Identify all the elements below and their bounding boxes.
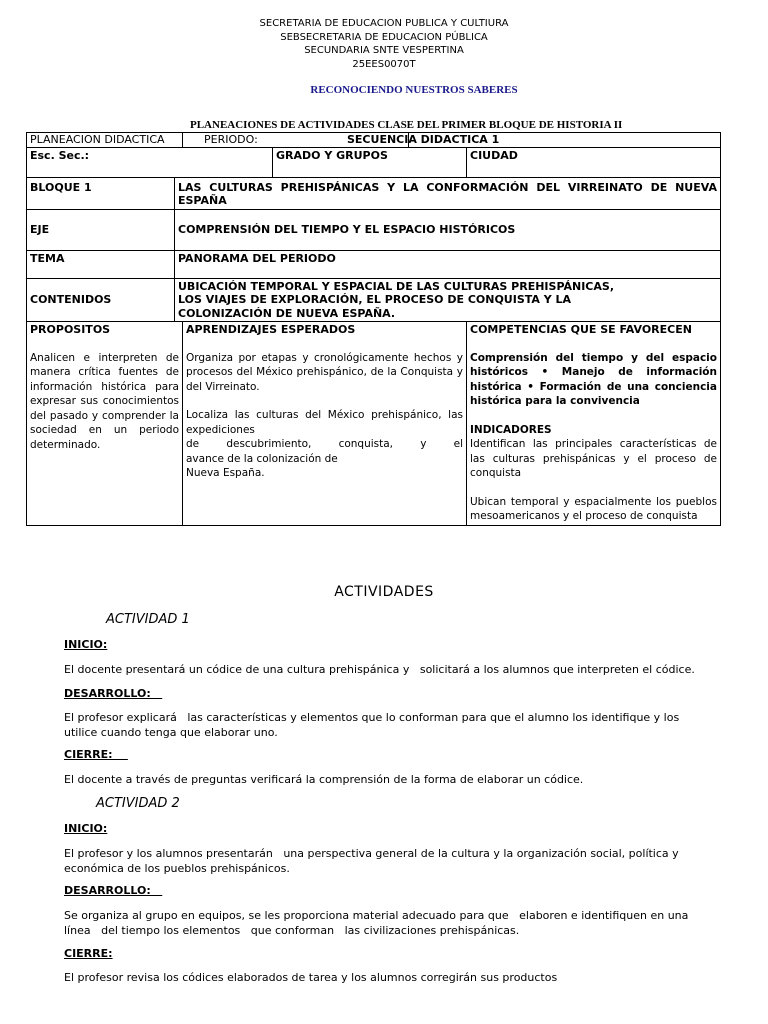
- grado-grupos-cell: GRADO Y GRUPOS: [273, 147, 467, 177]
- esc-sec-cell: Esc. Sec.:: [27, 147, 273, 177]
- aprendizajes-paragraph-2d: Nueva España.: [186, 467, 265, 479]
- aprendizajes-paragraph-2a: Localiza las culturas del México prehispánico, las expediciones: [186, 409, 463, 436]
- aprendizajes-cell: [183, 322, 467, 526]
- indicador-2: Ubican temporal y espacialmente los pueblos mesoamericanos y el proceso de conquista: [470, 495, 717, 522]
- table-row: [27, 250, 721, 278]
- actividad-2-cierre-text: El profesor revisa los códices elaborados de tarea y los alumnos corregirán sus productos: [64, 971, 558, 984]
- contenidos-line-2: LOS VIAJES DE EXPLORACIÓN, EL PROCESO DE CONQUISTA Y LA: [178, 293, 572, 306]
- competencias-text: Comprensión del tiempo y del espacio históricos • Manejo de información histórica • Formación de una conciencia histórica para la convivencia: [470, 351, 717, 407]
- eje-label: EJE: [27, 209, 175, 250]
- indicadores-label: INDICADORES: [470, 423, 552, 436]
- ciudad-cell: CIUDAD: [467, 147, 721, 177]
- table-row: [27, 322, 721, 526]
- contenidos-label: CONTENIDOS: [27, 278, 175, 322]
- header-line-3: SECUNDARIA SNTE VESPERTINA: [304, 45, 464, 56]
- actividad-1-desarrollo-text: El profesor explicará las características y elementos que lo conforman para que el alumno los identifique y los utilice cuando tenga que elaborar uno.: [64, 711, 680, 739]
- secuencia-cell: [347, 133, 721, 148]
- bloque-label: BLOQUE 1: [27, 177, 175, 209]
- aprendizajes-label: APRENDIZAJES ESPERADOS: [186, 323, 356, 336]
- periodo-label: PERIODO:: [204, 133, 258, 146]
- actividad-1-inicio-label: INICIO:: [64, 638, 108, 651]
- table-row: [27, 278, 721, 322]
- secuencia-label: SECUENCIA DIDACTICA 1: [347, 133, 500, 146]
- competencias-label: COMPETENCIAS QUE SE FAVORECEN: [470, 323, 692, 336]
- aprendizajes-paragraph-1: Organiza por etapas y cronológicamente hechos y procesos del México prehispánico, de la Conquista y del Virreinato.: [186, 351, 463, 393]
- actividad-2-inicio-label: INICIO:: [64, 822, 108, 835]
- table-row: [27, 209, 721, 250]
- header-line-2: SEBSECRETARIA DE EDUCACION PÚBLICA: [280, 32, 488, 43]
- actividad-2-inicio-text: El profesor y los alumnos presentarán una perspectiva general de la cultura y la organización social, política y económica de los pueblos prehispánicos.: [64, 847, 679, 875]
- actividad-2-desarrollo-text: Se organiza al grupo en equipos, se les proporciona material adecuado para que elaboren e identifiquen en una línea del tiempo los elementos que conforman las civilizaciones prehispánicas.: [64, 909, 689, 937]
- actividad-1-desarrollo-label: DESARROLLO:: [64, 687, 163, 700]
- table-row: [27, 147, 721, 177]
- propositos-label: PROPOSITOS: [30, 323, 111, 336]
- propositos-cell: [27, 322, 183, 526]
- planning-table: [26, 132, 721, 526]
- actividad-1-cierre-text: El docente a través de preguntas verificará la comprensión de la forma de elaborar un códice.: [64, 773, 584, 786]
- contenidos-line-3: COLONIZACIÓN DE NUEVA ESPAÑA.: [178, 306, 396, 320]
- aprendizajes-paragraph-2b: de descubrimiento, conquista, y el: [186, 438, 463, 450]
- table-title: PLANEACIONES DE ACTIVIDADES CLASE DEL PRIMER BLOQUE DE HISTORIA II: [190, 119, 623, 131]
- indicador-1: Identifican las principales características de las culturas prehispánicas y el proceso de conquista: [470, 438, 717, 479]
- tema-value: PANORAMA DEL PERIODO: [175, 250, 721, 278]
- header-line-1: SECRETARIA DE EDUCACION PUBLICA Y CULTIURA: [259, 18, 509, 29]
- bloque-value: LAS CULTURAS PREHISPÁNICAS Y LA CONFORMACIÓN DEL VIRREINATO DE NUEVA ESPAÑA: [175, 177, 721, 209]
- tema-label: TEMA: [27, 250, 175, 278]
- activities-heading: ACTIVIDADES: [334, 584, 434, 600]
- document-title: RECONOCIENDO NUESTROS SABERES: [310, 84, 518, 96]
- actividad-1-cierre-label: CIERRE:: [64, 748, 128, 761]
- header-line-4: 25EES0070T: [352, 59, 416, 70]
- actividad-2-title: ACTIVIDAD 2: [96, 796, 180, 811]
- planeacion-cell: PLANEACION DIDACTICA: [27, 133, 183, 148]
- contenidos-value: [175, 278, 721, 322]
- competencias-cell: [467, 322, 721, 526]
- actividad-2-cierre-label: CIERRE:: [64, 947, 113, 960]
- propositos-text: Analicen e interpreten de manera crítica fuentes de información histórica para expresar sus conocimientos del pasado y comprender la sociedad en un periodo determinado.: [30, 351, 179, 451]
- actividad-1-inicio-text: El docente presentará un códice de una cultura prehispánica y solicitará a los alumnos que interpreten el códice.: [64, 663, 695, 676]
- aprendizajes-paragraph-2c: avance de la colonización de: [186, 452, 338, 465]
- actividad-2-desarrollo-label: DESARROLLO:: [64, 884, 163, 897]
- actividad-1-title: ACTIVIDAD 1: [106, 612, 190, 627]
- table-row: [27, 133, 721, 148]
- eje-value: COMPRENSIÓN DEL TIEMPO Y EL ESPACIO HISTÓRICOS: [175, 209, 721, 250]
- table-row: [27, 177, 721, 209]
- contenidos-line-1: UBICACIÓN TEMPORAL Y ESPACIAL DE LAS CULTURAS PREHISPÁNICAS,: [178, 279, 614, 293]
